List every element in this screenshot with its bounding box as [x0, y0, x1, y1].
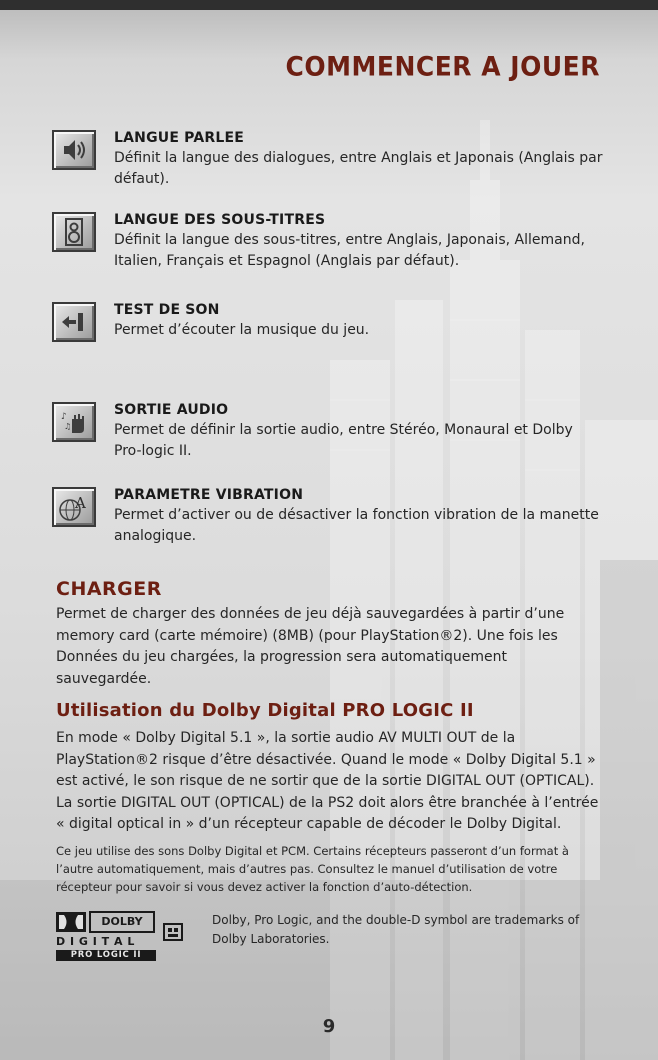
- page-number: 9: [322, 1016, 336, 1037]
- dolby-section-heading: Utilisation du Dolby Digital PRO LOGIC II: [56, 700, 474, 721]
- option-description: Permet d’activer ou de désactiver la fonction vibration de la manette analogique.: [114, 507, 599, 544]
- option-description: Définit la langue des dialogues, entre Anglais et Japonais (Anglais par défaut).: [114, 150, 603, 187]
- loudspeaker-box-icon: [52, 212, 96, 252]
- option-description: Définit la langue des sous-titres, entre Anglais, Japonais, Allemand, Italien, Français et Espagnol (Anglais par défaut).: [114, 232, 585, 269]
- option-heading: LANGUE DES SOUS-TITRES: [114, 212, 326, 228]
- hand-music-icon: [52, 402, 96, 442]
- dolby-logo-digital: D I G I T A L: [56, 935, 135, 948]
- dolby-logo-word: DOLBY: [101, 915, 143, 928]
- dolby-logo-pro-logic: PRO LOGIC II: [70, 950, 142, 960]
- option-description: Permet d’écouter la musique du jeu.: [114, 322, 370, 338]
- svg-text:♫: ♫: [64, 422, 72, 431]
- option-heading: TEST DE SON: [114, 302, 220, 318]
- option-heading: SORTIE AUDIO: [114, 402, 229, 418]
- option-heading: PARAMETRE VIBRATION: [114, 487, 304, 503]
- charger-heading: CHARGER: [56, 578, 162, 600]
- option-description: Permet de définir la sortie audio, entre Stéréo, Monaural et Dolby Pro-logic II.: [114, 422, 573, 459]
- charger-text: Permet de charger des données de jeu déjà sauvegardées à partir d’une memory card (carte mémoire) (8MB) (pour PlayStation®2). Une fois les Données du jeu chargées, la progression sera automatiquement sauvegardée.: [56, 606, 565, 687]
- speaker-icon: [52, 130, 96, 170]
- globe-letter-icon: [52, 487, 96, 527]
- svg-text:A: A: [75, 494, 86, 512]
- dolby-note: Ce jeu utilise des sons Dolby Digital et PCM. Certains récepteurs passeront d’un format à l’autre automatiquement, mais d’autres pas. Consultez le manuel d’utilisation de votre récepteur pour savoir si vous devez activer la fonction d’auto-détection.: [56, 844, 569, 894]
- dolby-digital-pro-logic-logo: [56, 910, 186, 962]
- arrow-bar-icon: [52, 302, 96, 342]
- svg-text:♪: ♪: [61, 412, 67, 422]
- option-heading: LANGUE PARLEE: [114, 130, 245, 146]
- dolby-section-text: En mode « Dolby Digital 5.1 », la sortie audio AV MULTI OUT de la PlayStation®2 risque d’être désactivée. Quand le mode « Dolby Digital 5.1 » est activé, le son risque de ne sortir que de la sortie DIGITAL OUT (OPTICAL). La sortie DIGITAL OUT (OPTICAL) de la PS2 doit alors être branchée à l’entrée « digital optical in » d’un récepteur capable de décoder le Dolby Digital.: [56, 730, 599, 832]
- dolby-trademark-text: Dolby, Pro Logic, and the double-D symbol are trademarks of Dolby Laboratories.: [212, 913, 580, 946]
- page-title: COMMENCER A JOUER: [285, 51, 600, 82]
